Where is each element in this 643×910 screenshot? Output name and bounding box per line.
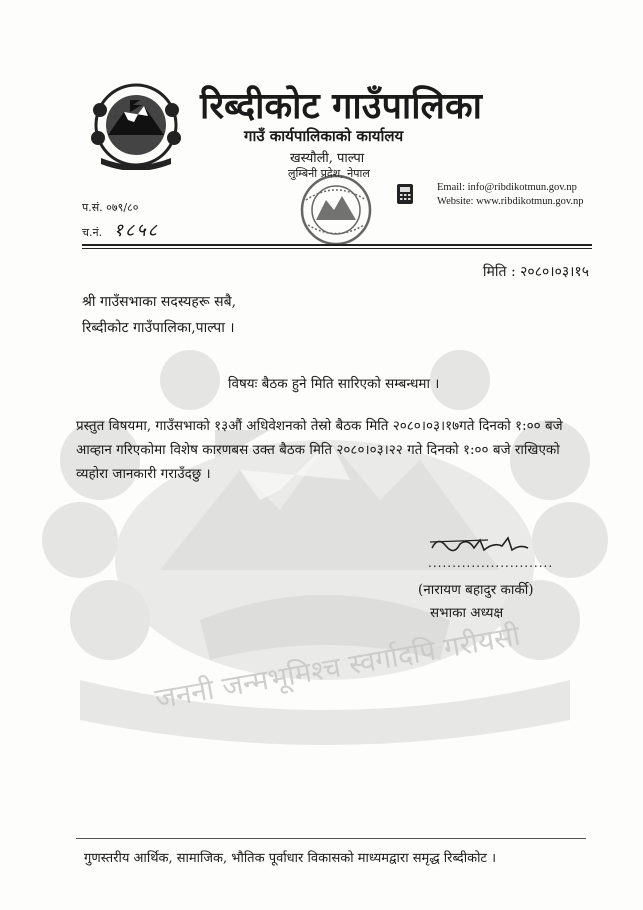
fiscal-year-label: प.सं. ०७९/८० (82, 201, 139, 214)
header-rule-bottom (82, 248, 592, 249)
office-place: खस्यौली, पाल्पा (290, 151, 365, 166)
body-line-1: प्रस्तुत विषयमा, गाउँसभाको १३औं अधिवेशनको तेस्रो बैठक मिति २०८०।०३।१७गते दिनको १:०० बजे (76, 418, 563, 434)
signer-title: सभाका अध्यक्ष (430, 605, 504, 621)
recipient-line-2: रिब्दीकोट गाउँपालिका,पाल्पा । (82, 320, 235, 336)
phone-icon (395, 182, 415, 206)
dispatch-label: च.नं. (82, 226, 103, 239)
org-name-title: रिब्दीकोट गाउँपालिका (200, 85, 482, 127)
footer-rule (76, 838, 586, 839)
recipient-line-1: श्री गाउँसभाका सदस्यहरू सबै, (82, 294, 237, 310)
contact-email: Email: info@ribdikotmun.gov.np (437, 182, 577, 193)
contact-website: Website: www.ribdikotmun.gov.np (437, 196, 584, 207)
footer-slogan: गुणस्तरीय आर्थिक, सामाजिक, भौतिक पूर्वाधार विकासको माध्यमद्वारा समृद्ध रिब्दीकोट । (84, 851, 497, 866)
signer-name: (नारायण बहादुर कार्की) (418, 582, 534, 598)
office-subtitle: गाउँ कार्यपालिकाको कार्यालय (244, 127, 404, 145)
government-emblem-logo (86, 80, 186, 170)
letter-subject: विषयः बैठक हुने मिति सारिएको सम्बन्धमा । (228, 376, 440, 392)
header-rule-top (82, 244, 592, 246)
letter-date: मिति : २०८०।०३।१५ (482, 264, 589, 280)
office-province: लुम्बिनी प्रदेश, नेपाल (288, 167, 370, 180)
watermark-motto: जननी जन्मभूमिश्च स्वर्गादपि गरीयसी (152, 618, 523, 716)
dispatch-number: १८५८ (113, 220, 160, 241)
body-line-3: व्यहोरा जानकारी गराउँदछु । (76, 466, 211, 482)
dispatch-number-row (82, 218, 159, 242)
body-line-2: आव्हान गरिएकोमा विशेष कारणबस उक्त बैठक मिति २०८०।०३।२२ गते दिनको १:०० बजे राखिएको (76, 442, 560, 458)
office-seal-stamp (296, 170, 376, 250)
signature-dotted-line: .......................... (428, 556, 554, 570)
